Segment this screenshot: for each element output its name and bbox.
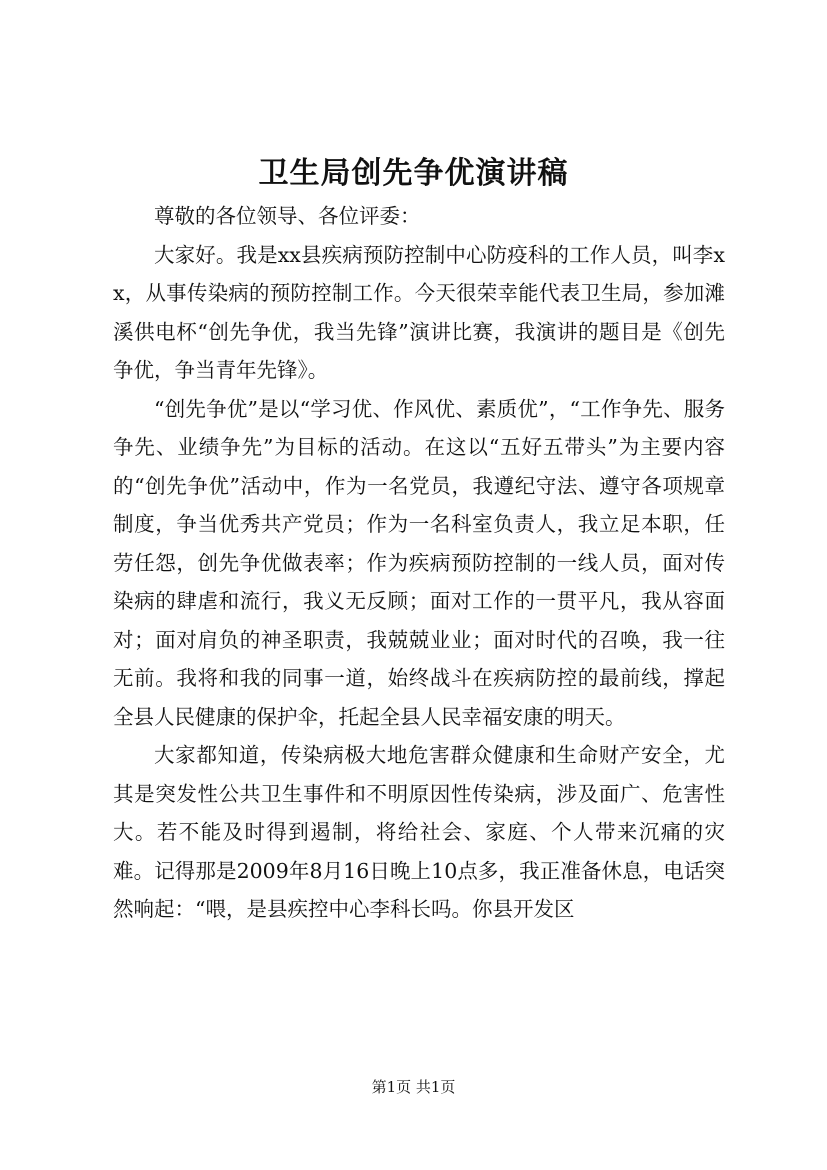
paragraph-salutation: 尊敬的各位领导、各位评委： (154, 204, 421, 228)
page-number-footer: 第1页 共1页 (371, 1078, 456, 1096)
paragraph-introduction: 大家好。我是xx县疾病预防控制中心防疫科的工作人员，叫李xx，从事传染病的预防控制工作。今天很荣幸能代表卫生局，参加滩溪供电杯“创先争优，我当先锋”演讲比赛，我演讲的题目是《创先争优，争当青年先锋》。 (113, 242, 725, 382)
document-title: 卫生局创先争优演讲稿 (258, 156, 569, 191)
document-body (113, 197, 725, 929)
paragraph-disease-control: 大家都知道，传染病极大地危害群众健康和生命财产安全，尤其是突发性公共卫生事件和不明原因性传染病，涉及面广、危害性大。若不能及时得到遏制，将给社会、家庭、个人带来沉痛的灾难。记得那是2009年8月16日晚上10点多，我正准备休息，电话突然响起：“喂，是县疾控中心李科长吗。你县开发区 (113, 743, 725, 921)
paragraph-activity: “创先争优”是以“学习优、作风优、素质优”，“工作争先、服务争先、业绩争先”为目标的活动。在这以“五好五带头”为主要内容的“创先争优”活动中，作为一名党员，我遵纪守法、遵守各项规章制度，争当优秀共产党员；作为一名科室负责人，我立足本职，任劳任怨，创先争优做表率；作为疾病预防控制的一线人员，面对传染病的肆虐和流行，我义无反顾；面对工作的一贯平凡，我从容面对；面对肩负的神圣职责，我兢兢业业；面对时代的召唤，我一往无前。我将和我的同事一道，始终战斗在疾病防控的最前线，撑起全县人民健康的保护伞，托起全县人民幸福安康的明天。 (113, 396, 725, 729)
